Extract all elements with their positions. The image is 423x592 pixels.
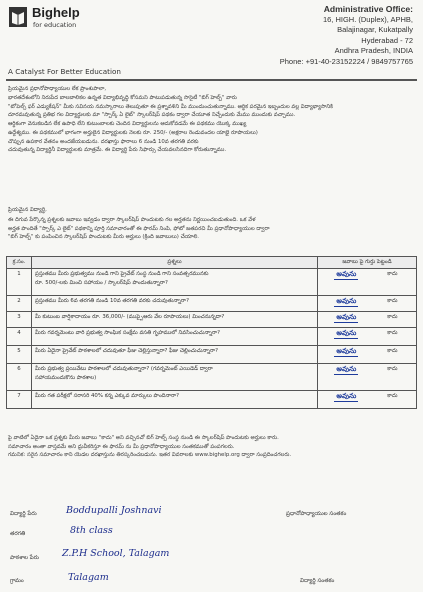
- salutation-student: ప్రియమైన విద్యార్థి,: [8, 207, 47, 213]
- answer-cell: [318, 269, 417, 296]
- row-number: 7: [7, 391, 32, 409]
- answer-cell: [318, 391, 417, 409]
- eligibility-table: [6, 256, 417, 409]
- question-text: మీ కుటుంబ వార్షికాదాయం రూ. 36,000/- (ముప్పైఆరు వేల రూపాయలు) మించనున్నదా?: [32, 312, 318, 328]
- office-line: Balajinagar, Kukatpally: [337, 25, 413, 35]
- col-header-answer: జవాబు పై గుర్తు పెట్టండి: [318, 257, 417, 269]
- answer-cell: [318, 364, 417, 391]
- row-number: 1: [7, 269, 32, 296]
- answer-yes[interactable]: అవును: [336, 365, 357, 373]
- table-row: [7, 312, 417, 328]
- headmaster-signature-label: ప్రధానోపాధ్యాయుల సంతకం: [286, 511, 347, 517]
- answer-no[interactable]: కాదు: [387, 298, 398, 304]
- footer-note: పై వాటిలో ఏదైనా ఒక ప్రశ్నకు మీరు జవాబు "కాదు" అని వచ్చినచో బిగ్ హెల్ప్ సంస్థ నుండి ఈ స్కాలర్‌షిప్ పొందుటకు అర్హులు కారు. సమాచారం అంతా వాస్తవమే అని ధ్రువీకరిస్తూ ఈ ఫారమ్ ను మీ ప్రధానోపాధ్యాయుల సంతకముతో పంపగలరు. గమనిక: సరైన సమాచారం కాని యెడల దరఖాస్తును తిరస్కరించబడును. ఇతర వివరాలకు www.bighelp.org ద్వారా సంప్రదించగలరు.: [8, 435, 292, 459]
- brand-subtitle: for education: [33, 21, 77, 29]
- answer-no[interactable]: కాదు: [387, 366, 398, 372]
- question-text: మీరు ప్రభుత్వ ప్రయివేటు పాఠశాలలో చదువుతున్నారా? (గవర్నమెంట్ ఎయిడెడ్ ద్వారా సహాయమందుకొను పాఠశాల): [32, 364, 318, 391]
- row-number: 6: [7, 364, 32, 391]
- table-row: [7, 364, 417, 391]
- office-line: 16, HIGH. (Duplex), APHB,: [322, 14, 413, 24]
- answer-yes[interactable]: అవును: [336, 329, 357, 337]
- answer-yes[interactable]: అవును: [336, 270, 357, 278]
- answer-cell: [318, 296, 417, 312]
- answer-no[interactable]: కాదు: [387, 330, 398, 336]
- header-divider: [6, 79, 417, 81]
- office-phone: Phone: +91-40-23152224 / 9849757765: [279, 56, 413, 66]
- table-header-row: [7, 257, 417, 269]
- brand-name: Bighelp: [32, 5, 80, 20]
- answer-cell: [318, 312, 417, 328]
- village-label: గ్రామం: [10, 578, 24, 584]
- name-field[interactable]: Boddupalli Joshnavi: [66, 505, 162, 516]
- row-number: 4: [7, 328, 32, 346]
- bighelp-logo-icon: [8, 6, 28, 28]
- question-text: ప్రస్తుతము మీరు 6వ తరగతి నుండి 10వ తరగతి వరకు చదువుతున్నారా?: [32, 296, 318, 312]
- letter-instructions: ఈ దిగువ పేర్కొన్న ప్రశ్నలకు జవాబు ఇవ్వడం ద్వారా స్కాలర్‌షిప్ పొందుటకు గల అర్హతను నిర్ణయించబడుతుంది. ఒక వేళ అర్హత పొందితే "స్పార్క్ ఎ లైట్" పథకాన్ని పూర్తి సమాచారంతో ఈ ఫారమ్ నింపి, ఫోటో జతపరచి మీ ప్రధానోపాధ్యాయుల ద్వారా "బిగ్ హెల్ప్" కు పంపించిన స్కాలర్‌షిప్ పొందుటకు మీరు అర్హులు (క్రింది జవాబులు) చేయాలి.: [8, 217, 270, 241]
- row-number: 3: [7, 312, 32, 328]
- class-label: తరగతి: [10, 531, 26, 537]
- col-header-no: క్ర.సం.: [7, 257, 32, 269]
- question-text: మీరు ఏదైనా ప్రైవేట్ పాఠశాలలో చదువుతూ ఫీజు చెల్లిస్తున్నారా? ఫీజు చెల్లించుచున్నారా?: [32, 346, 318, 364]
- name-label: విద్యార్థి పేరు: [10, 511, 37, 517]
- table-row: [7, 346, 417, 364]
- school-field[interactable]: Z.P.H School, Talagam: [62, 548, 170, 559]
- question-text: మీరు గవర్నమెంటు వారి ప్రభుత్వ సాంఘిక సంక్షేమ వసతి గృహములో నివసించుచున్నారా?: [32, 328, 318, 346]
- office-address: [280, 4, 413, 68]
- row-number: 5: [7, 346, 32, 364]
- office-title: Administrative Office:: [323, 4, 413, 14]
- answer-yes[interactable]: అవును: [336, 392, 357, 400]
- table-row: [7, 328, 417, 346]
- letter-body: భారతదేశంలోని నిరుపేద బాలబాలికల ఉన్నత విద్యాభివృద్ధి కోసమని పాటుపడుతున్న సొసైటీ "బిగ్ హెల్ప్" వారు "టోపెల్స్ ఫర్ ఎడ్యుకేషన్" మీకు సవినయ నమస్కారాలు తెలుపుతూ ఈ ప్రశ్నావళిని మీ ముందుంచుతున్నాము. ఆర్థిక పరమైన ఇబ్బందుల వల్ల విద్యాభ్యాసానికి దూరమవుతున్న ప్రతిభ గల విద్యార్థులకు మా "స్పార్క్ ఏ లైట్" స్కాలర్‌షిప్ పథకం ద్వారా చేయూత నిచ్చేందుకు మేము ముందుకు వచ్చాము. ఆర్థికంగా వెనుకబడిన లేక ఉపాధి లేని కుటుంబాలకు చెందిన విద్యార్థులను ఆదుకోవడమే ఈ పథకము యొక్క ముఖ్య ఉద్దేశ్యము. ఈ పథకములో భాగంగా అర్హులైన విద్యార్థులకు నెలకు రూ. 250/- (అక్షరాల రెండువందల యాభై రూపాయలు) చొప్పున ఉపకార వేతనం అందజేయబడును. దరఖాస్తు ఫారాలు 6 నుండి 10వ తరగతి వరకు చదువుతున్న విద్యార్థినీ విద్యార్థులకు మాత్రమే. ఈ విద్యార్థి పేరు సిఫార్సు చేయవలసినదిగా కోరుతున్నాము.: [8, 95, 333, 154]
- table-row: [7, 269, 417, 296]
- col-header-question: ప్రశ్నలు: [32, 257, 318, 269]
- answer-yes[interactable]: అవును: [336, 347, 357, 355]
- answer-yes[interactable]: అవును: [336, 313, 357, 321]
- row-number: 2: [7, 296, 32, 312]
- village-field[interactable]: Talagam: [68, 572, 109, 583]
- class-field[interactable]: 8th class: [70, 525, 113, 536]
- answer-no[interactable]: కాదు: [387, 271, 398, 277]
- office-line: Hyderabad - 72: [361, 35, 413, 45]
- answer-no[interactable]: కాదు: [387, 314, 398, 320]
- school-label: పాఠశాల పేరు: [10, 555, 39, 561]
- question-text: మీరు గత పరీక్షలో సరాసరి 40% కన్న ఎక్కువ మార్కులు పొందినారా?: [32, 391, 318, 409]
- answer-no[interactable]: కాదు: [387, 348, 398, 354]
- salutation: ప్రియమైన ప్రధానోపాధ్యాయుల లేక ప్రాంశుపాలా,: [8, 86, 107, 92]
- question-text: ప్రస్తుతము మీరు ప్రభుత్వము నుండి గాని ప్రైవేట్ సంస్థ నుండి గాని సంవత్సరమునకు రూ. 500/-లకు మించి సహాయం / స్కాలర్‌షిప్ పొందుతున్నారా?: [32, 269, 318, 296]
- tagline: A Catalyst For Better Education: [8, 67, 121, 76]
- answer-yes[interactable]: అవును: [336, 297, 357, 305]
- answer-cell: [318, 346, 417, 364]
- office-line: Andhra Pradesh, INDIA: [334, 46, 413, 56]
- answer-cell: [318, 328, 417, 346]
- student-signature-label: విద్యార్థి సంతకం: [300, 578, 335, 584]
- table-row: [7, 296, 417, 312]
- answer-no[interactable]: కాదు: [387, 393, 398, 399]
- table-row: [7, 391, 417, 409]
